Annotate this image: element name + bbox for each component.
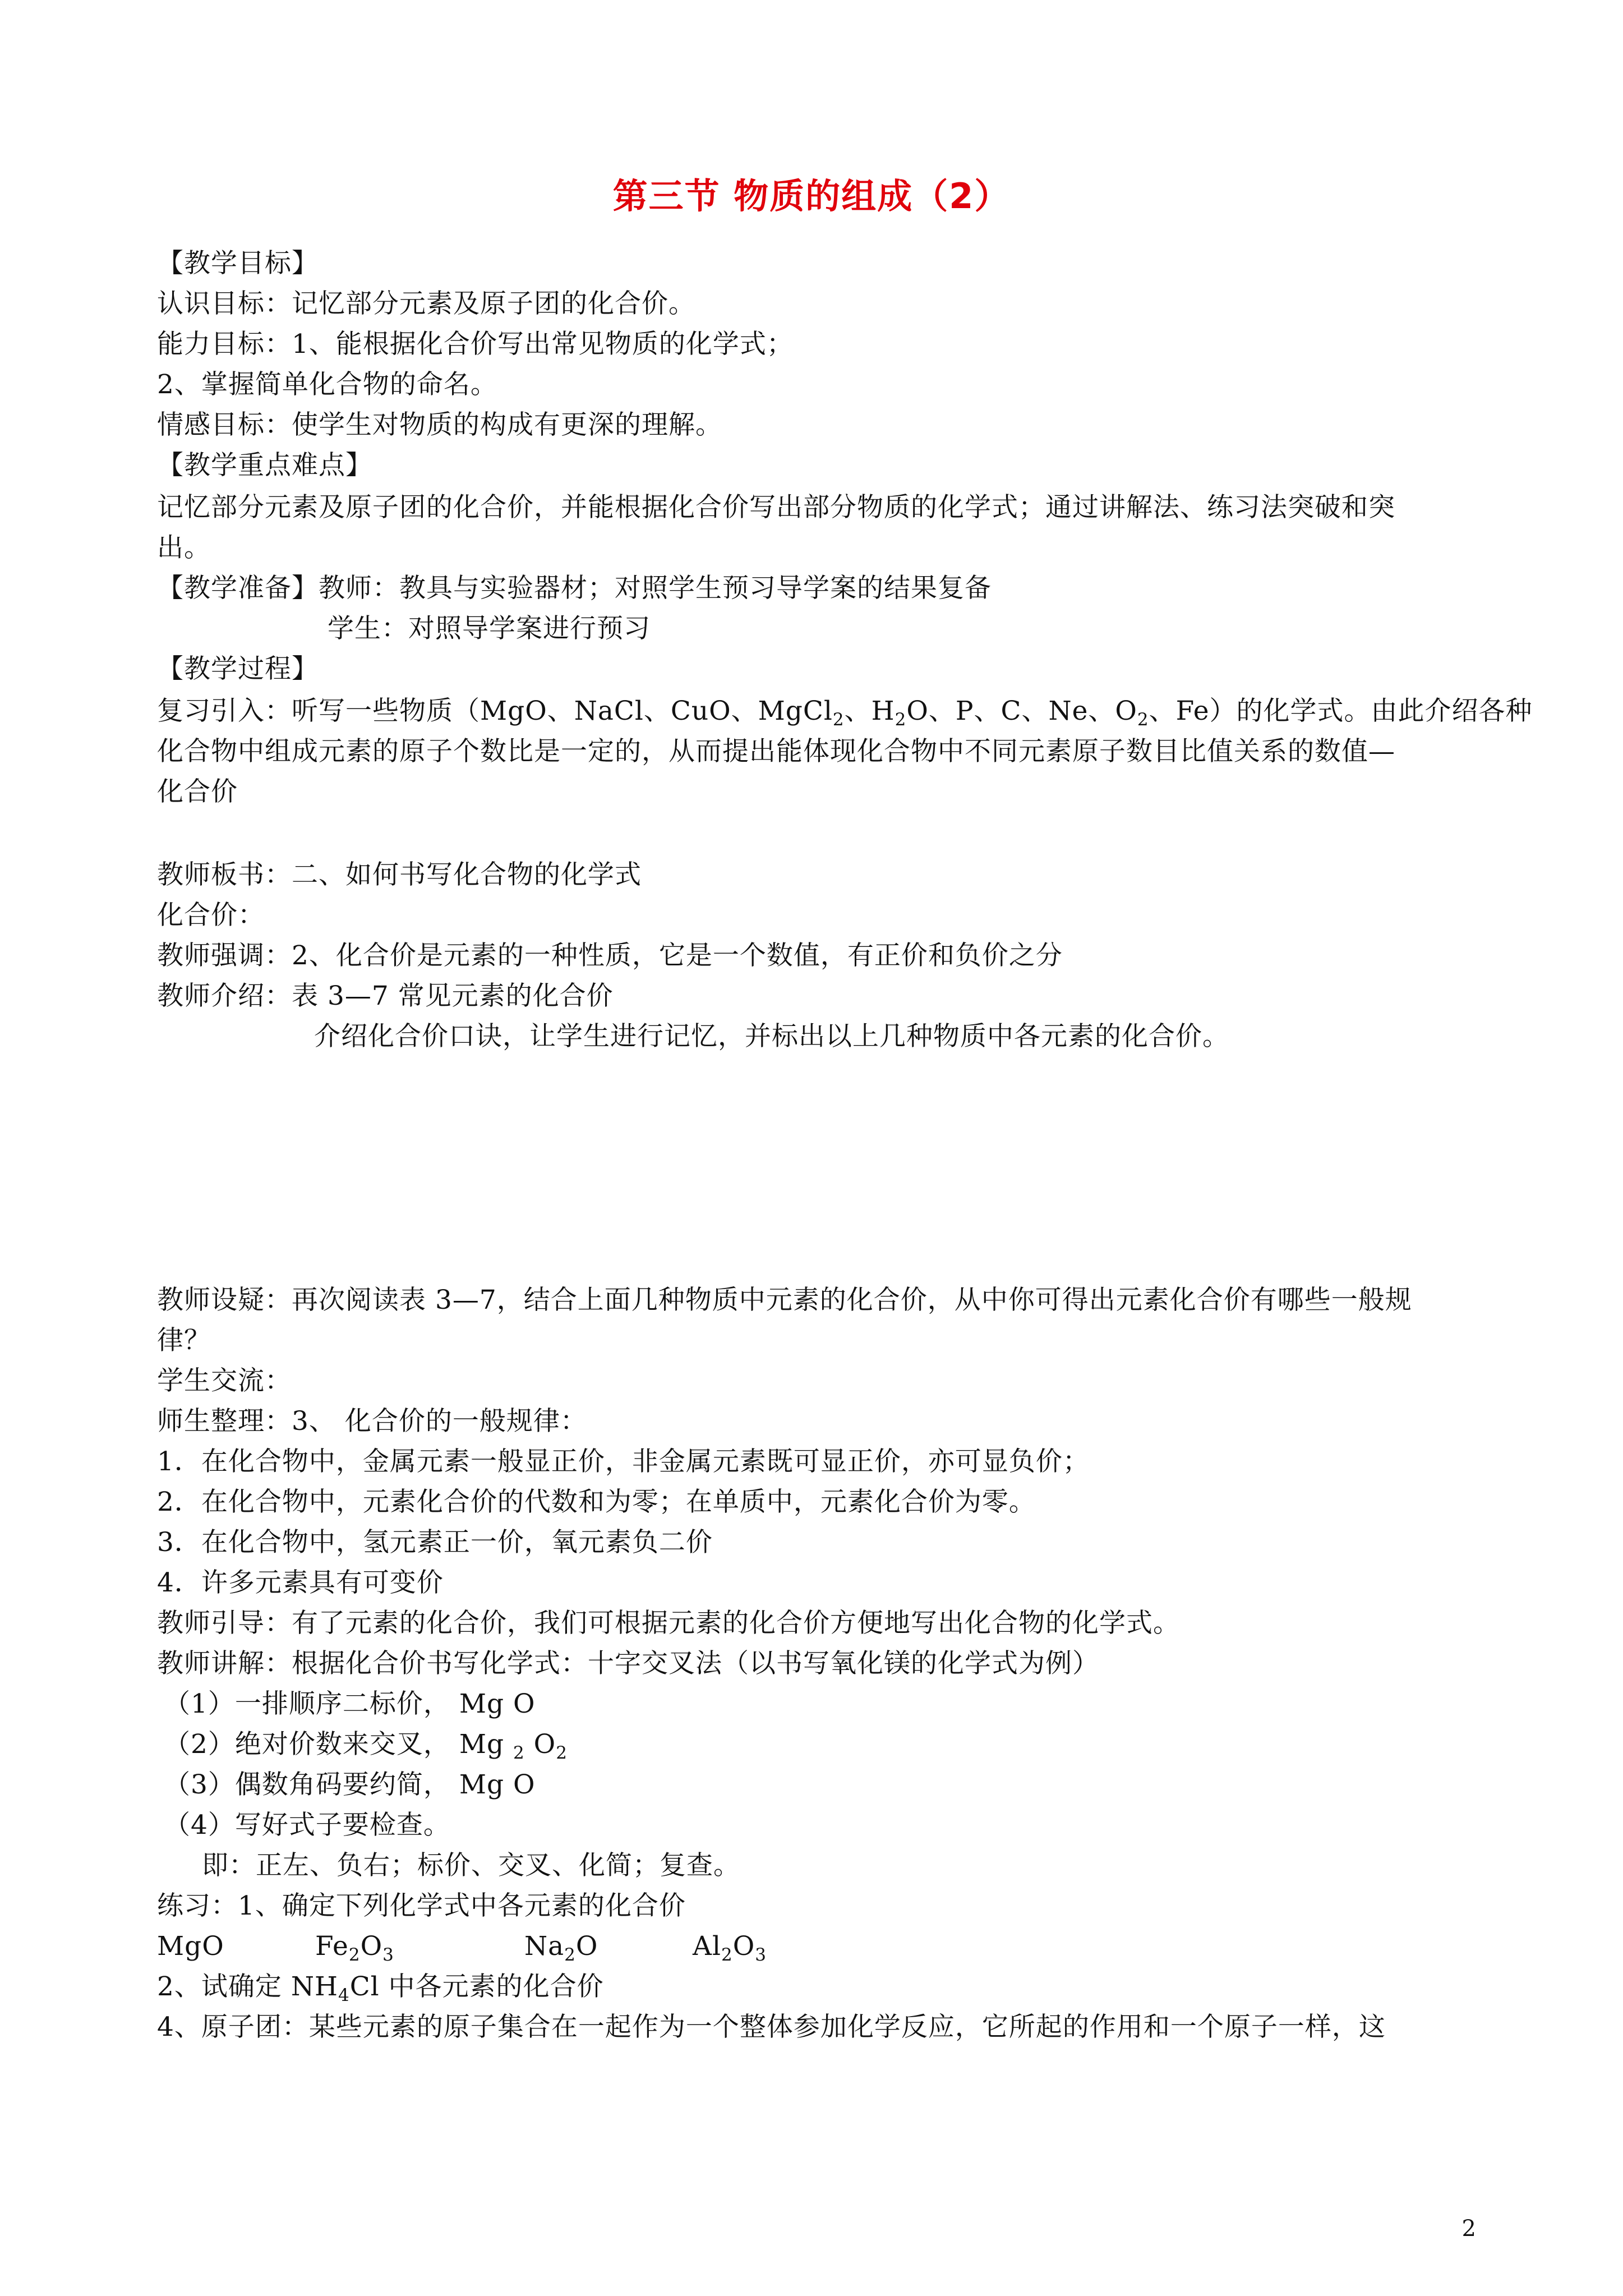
text-line: 学生：对照导学案进行预习 [328,613,651,644]
text-line: 即：正左、负右；标价、交叉、化简；复查。 [202,1850,740,1881]
subscript: 2 [348,1945,361,1965]
formula-na2o [524,1930,598,1963]
subscript: 2 [1137,710,1149,730]
text-fragment: O [524,1729,556,1760]
text-line: 介绍化合价口诀，让学生进行记忆，并标出以上几种物质中各元素的化合价。 [314,1021,1229,1052]
text-line: 教师介绍：表 3—7 常见元素的化合价 [157,981,614,1011]
text-line: 化合价 [157,776,238,807]
text-line: 1．在化合物中，金属元素一般显正价，非金属元素既可显正价，亦可显负价； [157,1446,1090,1477]
text-line: 师生整理：3、 化合价的一般规律： [157,1406,587,1437]
text-line: 化合物中组成元素的原子个数比是一定的，从而提出能体现化合物中不同元素原子数目比值关系的数值— [157,736,1395,767]
subscript: 2 [721,1945,733,1965]
text-line [157,694,1533,728]
text-line: 教师板书：二、如何书写化合物的化学式 [157,859,642,890]
text-fragment: Na [524,1931,565,1962]
text-fragment: O [360,1931,383,1962]
text-line: 教师讲解：根据化合价书写化学式：十字交叉法（以书写氧化镁的化学式为例） [157,1648,1099,1679]
text-line: 记忆部分元素及原子团的化合价，并能根据化合价写出部分物质的化学式；通过讲解法、练习法突破和突 [157,492,1395,523]
heading-key-points: 【教学重点难点】 [157,450,372,481]
text-line: 练习：1、确定下列化学式中各元素的化合价 [157,1890,686,1921]
text-line: 【教学准备】教师：教具与实验器材；对照学生预习导学案的结果复备 [157,573,992,604]
text-fragment: O、P、C、Ne、O [906,696,1137,726]
text-line: （4）写好式子要检查。 [164,1810,450,1841]
text-line: 教师强调：2、化合价是元素的一种性质，它是一个数值，有正价和负价之分 [157,940,1063,971]
text-line: 教师引导：有了元素的化合价，我们可根据元素的化合价方便地写出化合物的化学式。 [157,1608,1180,1639]
text-line: 情感目标：使学生对物质的构成有更深的理解。 [157,409,722,440]
text-line: 4、原子团：某些元素的原子集合在一起作为一个整体参加化学反应，它所起的作用和一个原子一样，这 [157,2012,1386,2042]
formula-fe2o3 [315,1930,394,1963]
text-line [157,1970,604,2004]
text-line: 4．许多元素具有可变价 [157,1567,444,1598]
text-fragment: 2、试确定 NH [157,1971,338,2002]
subscript: 3 [382,1945,394,1965]
subscript: 2 [895,710,907,730]
subscript: 2 [564,1945,576,1965]
text-line: 认识目标：记忆部分元素及原子团的化合价。 [157,288,695,319]
text-line: 3．在化合物中，氢元素正一价，氧元素负二价 [157,1527,713,1558]
subscript: 4 [338,1985,350,2005]
text-fragment: 、H [844,696,895,726]
text-fragment: O [575,1931,598,1962]
text-line: 学生交流： [157,1365,292,1396]
subscript: 2 [513,1743,525,1763]
text-fragment: 、Fe）的化学式。由此介绍各种 [1149,696,1533,726]
formula-al2o3 [693,1930,767,1963]
text-fragment: O [732,1931,755,1962]
text-line: 2、掌握简单化合物的命名。 [157,369,497,400]
text-fragment: 复习引入：听写一些物质（MgO、NaCl、CuO、MgCl [157,696,833,726]
heading-process: 【教学过程】 [157,654,319,684]
heading-objectives: 【教学目标】 [157,248,319,279]
text-line: 律？ [157,1325,211,1356]
text-fragment: Al [693,1931,721,1962]
text-fragment: Fe [315,1931,349,1962]
text-fragment: Cl 中各元素的化合价 [349,1971,604,2002]
subscript: 3 [755,1945,767,1965]
subscript: 2 [556,1743,568,1763]
text-line: 2．在化合物中，元素化合价的代数和为零；在单质中，元素化合价为零。 [157,1487,1036,1517]
page-title: 第三节 物质的组成（2） [612,176,1011,217]
formula-mgo: MgO [157,1931,224,1962]
text-line: （1）一排顺序二标价， Mg O [164,1688,536,1719]
text-line: 化合价： [157,900,265,931]
text-line: （3）偶数角码要约简， Mg O [164,1769,536,1800]
subscript: 2 [832,710,845,730]
text-fragment: （2）绝对价数来交叉， Mg [164,1729,513,1760]
text-line [164,1728,568,1761]
page-number: 2 [1461,2216,1476,2242]
text-line: 能力目标：1、能根据化合价写出常见物质的化学式； [157,329,794,360]
text-line: 出。 [157,532,211,563]
text-line: 教师设疑：再次阅读表 3—7，结合上面几种物质中元素的化合价，从中你可得出元素化合价有哪些一般规 [157,1285,1412,1315]
